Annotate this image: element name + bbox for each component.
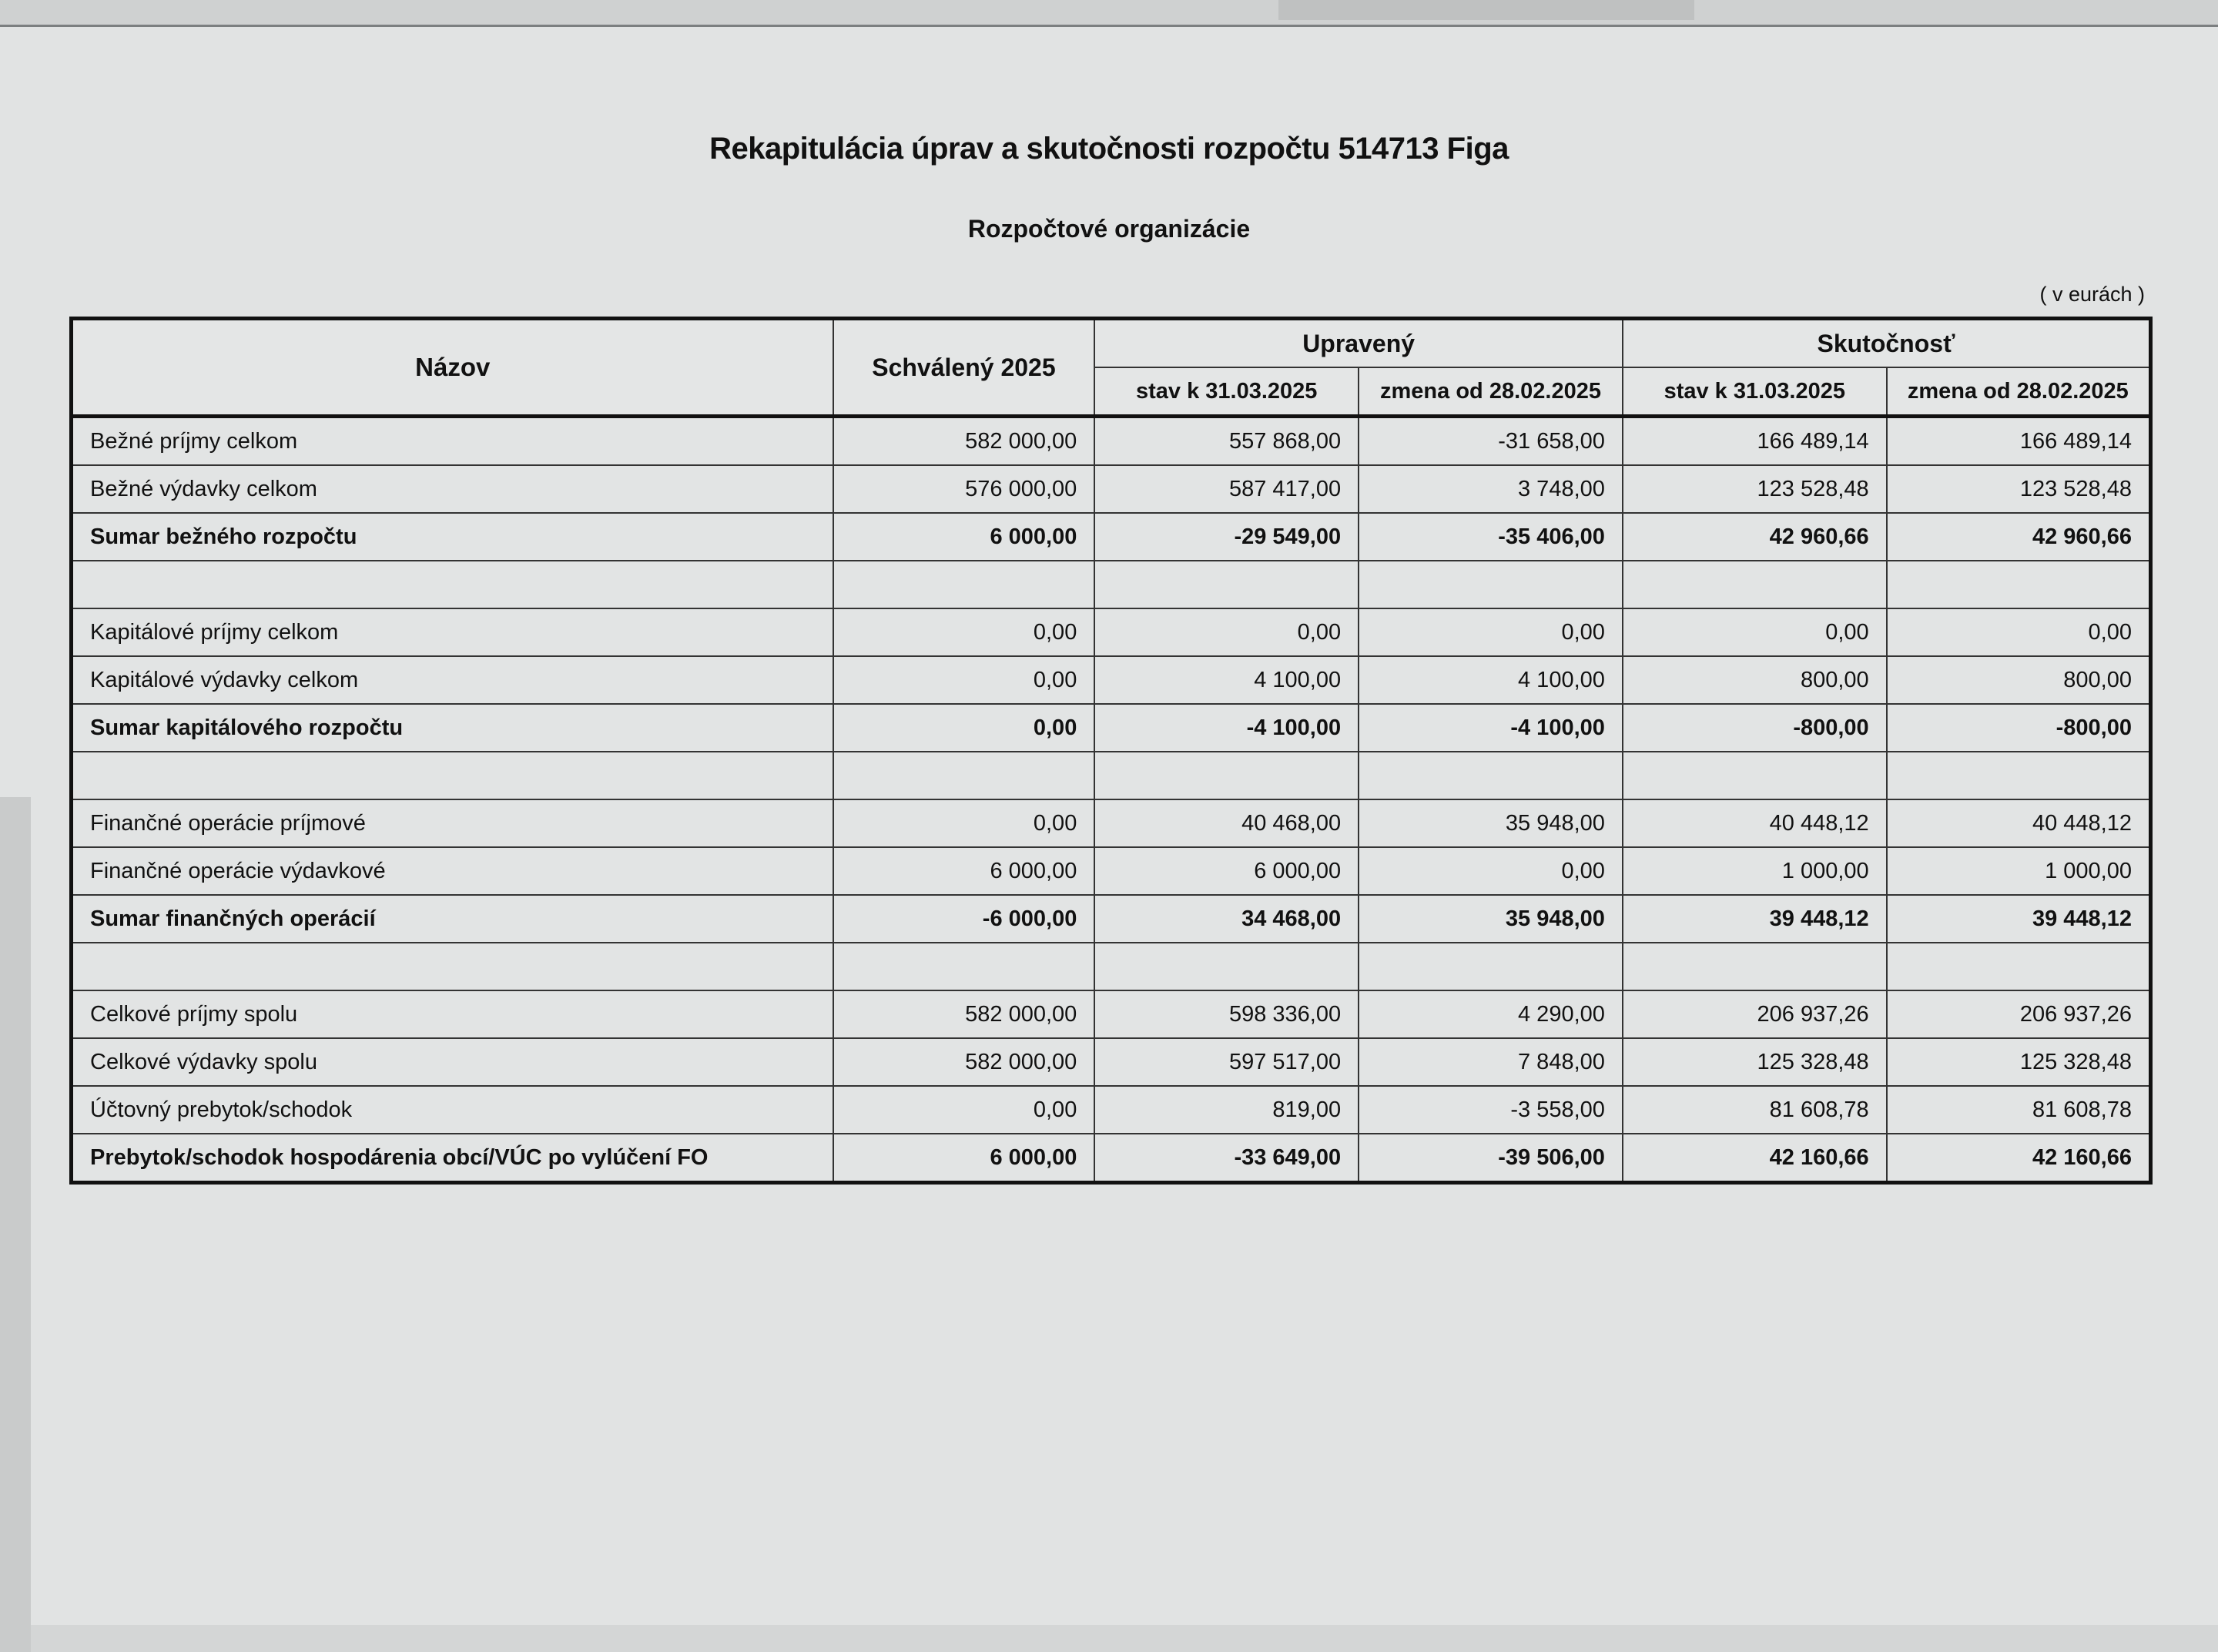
adjusted-state-cell: 597 517,00 bbox=[1094, 1038, 1359, 1086]
actual-change-cell: 42 960,66 bbox=[1887, 513, 2151, 561]
empty-cell bbox=[1887, 943, 2151, 990]
empty-cell bbox=[1094, 752, 1359, 799]
adjusted-state-cell: 34 468,00 bbox=[1094, 895, 1359, 943]
adjusted-state-cell: 6 000,00 bbox=[1094, 847, 1359, 895]
actual-state-cell: 0,00 bbox=[1623, 608, 1887, 656]
adjusted-state-cell: 819,00 bbox=[1094, 1086, 1359, 1134]
empty-cell bbox=[833, 943, 1095, 990]
unit-note: ( v eurách ) bbox=[2039, 283, 2145, 306]
empty-cell bbox=[72, 752, 833, 799]
actual-state-cell: 166 489,14 bbox=[1623, 417, 1887, 466]
table-row bbox=[72, 1086, 2151, 1134]
actual-change-cell: 123 528,48 bbox=[1887, 465, 2151, 513]
empty-cell bbox=[833, 561, 1095, 608]
row-name-cell: Finančné operácie príjmové bbox=[72, 799, 833, 847]
table-row bbox=[72, 417, 2151, 466]
adjusted-change-cell: -31 658,00 bbox=[1359, 417, 1623, 466]
approved-cell: 582 000,00 bbox=[833, 1038, 1095, 1086]
browser-top-bar bbox=[0, 0, 2218, 27]
actual-state-cell: -800,00 bbox=[1623, 704, 1887, 752]
row-name-cell: Sumar kapitálového rozpočtu bbox=[72, 704, 833, 752]
header-actual: Skutočnosť bbox=[1623, 319, 2151, 368]
header-actual-state: stav k 31.03.2025 bbox=[1623, 367, 1887, 417]
approved-cell: -6 000,00 bbox=[833, 895, 1095, 943]
row-name-cell: Prebytok/schodok hospodárenia obcí/VÚC po vylúčení FO bbox=[72, 1134, 833, 1183]
empty-cell bbox=[1359, 752, 1623, 799]
table-row bbox=[72, 799, 2151, 847]
adjusted-state-cell: -29 549,00 bbox=[1094, 513, 1359, 561]
adjusted-change-cell: -4 100,00 bbox=[1359, 704, 1623, 752]
table-row bbox=[72, 990, 2151, 1038]
summary-row bbox=[72, 513, 2151, 561]
actual-state-cell: 123 528,48 bbox=[1623, 465, 1887, 513]
header-actual-change: zmena od 28.02.2025 bbox=[1887, 367, 2151, 417]
approved-cell: 0,00 bbox=[833, 608, 1095, 656]
actual-change-cell: 125 328,48 bbox=[1887, 1038, 2151, 1086]
actual-state-cell: 42 160,66 bbox=[1623, 1134, 1887, 1183]
adjusted-change-cell: 35 948,00 bbox=[1359, 895, 1623, 943]
adjusted-state-cell: 557 868,00 bbox=[1094, 417, 1359, 466]
row-name-cell: Sumar bežného rozpočtu bbox=[72, 513, 833, 561]
adjusted-change-cell: 35 948,00 bbox=[1359, 799, 1623, 847]
adjusted-state-cell: 598 336,00 bbox=[1094, 990, 1359, 1038]
empty-cell bbox=[1359, 943, 1623, 990]
row-name-cell: Finančné operácie výdavkové bbox=[72, 847, 833, 895]
adjusted-state-cell: -33 649,00 bbox=[1094, 1134, 1359, 1183]
adjusted-change-cell: -39 506,00 bbox=[1359, 1134, 1623, 1183]
empty-cell bbox=[1887, 561, 2151, 608]
approved-cell: 6 000,00 bbox=[833, 1134, 1095, 1183]
actual-change-cell: 0,00 bbox=[1887, 608, 2151, 656]
actual-state-cell: 42 960,66 bbox=[1623, 513, 1887, 561]
empty-cell bbox=[1623, 752, 1887, 799]
adjusted-state-cell: -4 100,00 bbox=[1094, 704, 1359, 752]
row-name-cell: Bežné výdavky celkom bbox=[72, 465, 833, 513]
spacer-row bbox=[72, 752, 2151, 799]
table-row bbox=[72, 847, 2151, 895]
empty-cell bbox=[1094, 561, 1359, 608]
table-row bbox=[72, 1038, 2151, 1086]
empty-cell bbox=[833, 752, 1095, 799]
header-adjusted: Upravený bbox=[1094, 319, 1623, 368]
empty-cell bbox=[72, 561, 833, 608]
actual-state-cell: 125 328,48 bbox=[1623, 1038, 1887, 1086]
actual-change-cell: 1 000,00 bbox=[1887, 847, 2151, 895]
approved-cell: 0,00 bbox=[833, 1086, 1095, 1134]
header-adjusted-state: stav k 31.03.2025 bbox=[1094, 367, 1359, 417]
empty-cell bbox=[72, 943, 833, 990]
header-adjusted-change: zmena od 28.02.2025 bbox=[1359, 367, 1623, 417]
row-name-cell: Celkové výdavky spolu bbox=[72, 1038, 833, 1086]
tab-strip[interactable] bbox=[1278, 0, 1694, 20]
row-name-cell: Celkové príjmy spolu bbox=[72, 990, 833, 1038]
approved-cell: 0,00 bbox=[833, 704, 1095, 752]
adjusted-state-cell: 40 468,00 bbox=[1094, 799, 1359, 847]
empty-cell bbox=[1623, 943, 1887, 990]
actual-change-cell: 81 608,78 bbox=[1887, 1086, 2151, 1134]
actual-change-cell: -800,00 bbox=[1887, 704, 2151, 752]
actual-state-cell: 39 448,12 bbox=[1623, 895, 1887, 943]
actual-change-cell: 42 160,66 bbox=[1887, 1134, 2151, 1183]
adjusted-state-cell: 587 417,00 bbox=[1094, 465, 1359, 513]
approved-cell: 576 000,00 bbox=[833, 465, 1095, 513]
actual-state-cell: 81 608,78 bbox=[1623, 1086, 1887, 1134]
adjusted-change-cell: -35 406,00 bbox=[1359, 513, 1623, 561]
adjusted-state-cell: 4 100,00 bbox=[1094, 656, 1359, 704]
summary-row bbox=[72, 1134, 2151, 1183]
row-name-cell: Bežné príjmy celkom bbox=[72, 417, 833, 466]
approved-cell: 0,00 bbox=[833, 799, 1095, 847]
summary-row bbox=[72, 704, 2151, 752]
table-row bbox=[72, 656, 2151, 704]
actual-state-cell: 206 937,26 bbox=[1623, 990, 1887, 1038]
adjusted-change-cell: 4 290,00 bbox=[1359, 990, 1623, 1038]
row-name-cell: Kapitálové príjmy celkom bbox=[72, 608, 833, 656]
actual-change-cell: 40 448,12 bbox=[1887, 799, 2151, 847]
actual-change-cell: 800,00 bbox=[1887, 656, 2151, 704]
summary-row bbox=[72, 895, 2151, 943]
table-row bbox=[72, 608, 2151, 656]
empty-cell bbox=[1623, 561, 1887, 608]
adjusted-change-cell: 3 748,00 bbox=[1359, 465, 1623, 513]
empty-cell bbox=[1359, 561, 1623, 608]
budget-table bbox=[69, 317, 2153, 1185]
row-name-cell: Kapitálové výdavky celkom bbox=[72, 656, 833, 704]
table-body bbox=[72, 417, 2151, 1183]
approved-cell: 6 000,00 bbox=[833, 513, 1095, 561]
approved-cell: 582 000,00 bbox=[833, 417, 1095, 466]
screen-bezel-edge bbox=[0, 797, 31, 1652]
row-name-cell: Účtovný prebytok/schodok bbox=[72, 1086, 833, 1134]
spacer-row bbox=[72, 943, 2151, 990]
adjusted-change-cell: 0,00 bbox=[1359, 608, 1623, 656]
adjusted-change-cell: -3 558,00 bbox=[1359, 1086, 1623, 1134]
actual-change-cell: 206 937,26 bbox=[1887, 990, 2151, 1038]
empty-cell bbox=[1887, 752, 2151, 799]
report-page bbox=[0, 27, 2218, 1625]
actual-state-cell: 40 448,12 bbox=[1623, 799, 1887, 847]
header-approved: Schválený 2025 bbox=[833, 319, 1095, 417]
header-name: Názov bbox=[72, 319, 833, 417]
actual-change-cell: 39 448,12 bbox=[1887, 895, 2151, 943]
row-name-cell: Sumar finančných operácií bbox=[72, 895, 833, 943]
adjusted-state-cell: 0,00 bbox=[1094, 608, 1359, 656]
empty-cell bbox=[1094, 943, 1359, 990]
actual-state-cell: 800,00 bbox=[1623, 656, 1887, 704]
actual-state-cell: 1 000,00 bbox=[1623, 847, 1887, 895]
report-subtitle: Rozpočtové organizácie bbox=[967, 215, 1251, 243]
actual-change-cell: 166 489,14 bbox=[1887, 417, 2151, 466]
adjusted-change-cell: 7 848,00 bbox=[1359, 1038, 1623, 1086]
spacer-row bbox=[72, 561, 2151, 608]
adjusted-change-cell: 4 100,00 bbox=[1359, 656, 1623, 704]
adjusted-change-cell: 0,00 bbox=[1359, 847, 1623, 895]
report-title: Rekapitulácia úprav a skutočnosti rozpočtu 514713 Figa bbox=[709, 132, 1509, 166]
table-row bbox=[72, 465, 2151, 513]
approved-cell: 0,00 bbox=[833, 656, 1095, 704]
approved-cell: 6 000,00 bbox=[833, 847, 1095, 895]
approved-cell: 582 000,00 bbox=[833, 990, 1095, 1038]
